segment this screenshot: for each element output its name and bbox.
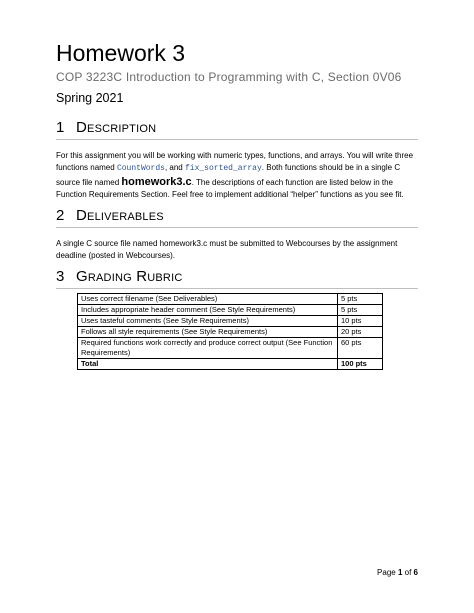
section-heading — [56, 268, 418, 289]
section-heading — [56, 119, 418, 140]
section-deliverables — [56, 207, 418, 263]
table-row — [78, 294, 383, 305]
paragraph-text: For this assignment you will be working with numeric types, functions, and arrays. You will write three functions named — [56, 151, 414, 173]
table-row — [78, 316, 383, 327]
rubric-total-points: 100 pts — [338, 359, 383, 370]
rubric-item: Follows all style requirements (See Style Requirements) — [78, 327, 338, 338]
deliverables-paragraph: A single C source file named homework3.c must be submitted to Webcourses by the assignment deadline (posted in Webcourses). — [56, 239, 398, 261]
section-heading — [56, 207, 418, 228]
page-current: 1 — [397, 568, 403, 577]
section-number: 2 — [56, 207, 65, 224]
rubric-item: Uses correct filename (See Deliverables) — [78, 294, 338, 305]
description-paragraph — [56, 150, 418, 202]
rubric-points: 10 pts — [338, 316, 383, 327]
rubric-points: 60 pts — [338, 338, 383, 359]
section-number: 1 — [56, 119, 65, 136]
semester-label: Spring 2021 — [56, 91, 124, 105]
section-grading-rubric — [56, 268, 418, 289]
table-row — [78, 327, 383, 338]
rubric-points: 5 pts — [338, 305, 383, 316]
page-total: 6 — [413, 568, 418, 577]
section-description — [56, 119, 418, 202]
page-footer — [377, 568, 418, 577]
filename-emphasis: homework3.c — [121, 175, 192, 188]
paragraph-text: , and — [164, 163, 185, 173]
paragraph-text: . Both functions should be in a single C source file named — [56, 163, 401, 187]
rubric-item: Uses tasteful comments (See Style Requirements) — [78, 316, 338, 327]
section-title: Grading Rubric — [76, 268, 183, 285]
page-label: Page — [377, 568, 396, 577]
section-title: Description — [76, 119, 157, 136]
paragraph-text: . The descriptions of each function are listed below in the Function Requirements Section. Feel free to implement additional “helper” functions as you see fit. — [56, 177, 404, 200]
document-subtitle: COP 3223C Introduction to Programming with C, Section 0V06 — [56, 70, 402, 84]
table-row — [78, 338, 383, 359]
table-row — [78, 305, 383, 316]
table-row-total — [78, 359, 383, 370]
rubric-points: 20 pts — [338, 327, 383, 338]
rubric-total-label: Total — [78, 359, 338, 370]
code-countwords: CountWords — [116, 164, 165, 174]
of-label: of — [404, 568, 412, 577]
rubric-item: Includes appropriate header comment (See Style Requirements) — [78, 305, 338, 316]
code-fix-sorted-array: fix_sorted_array — [184, 164, 262, 174]
rubric-points: 5 pts — [338, 294, 383, 305]
section-title: Deliverables — [76, 207, 164, 224]
section-number: 3 — [56, 268, 65, 285]
rubric-table — [77, 293, 383, 370]
rubric-item: Required functions work correctly and produce correct output (See Function Requirements) — [78, 338, 338, 359]
document-title: Homework 3 — [56, 40, 186, 66]
